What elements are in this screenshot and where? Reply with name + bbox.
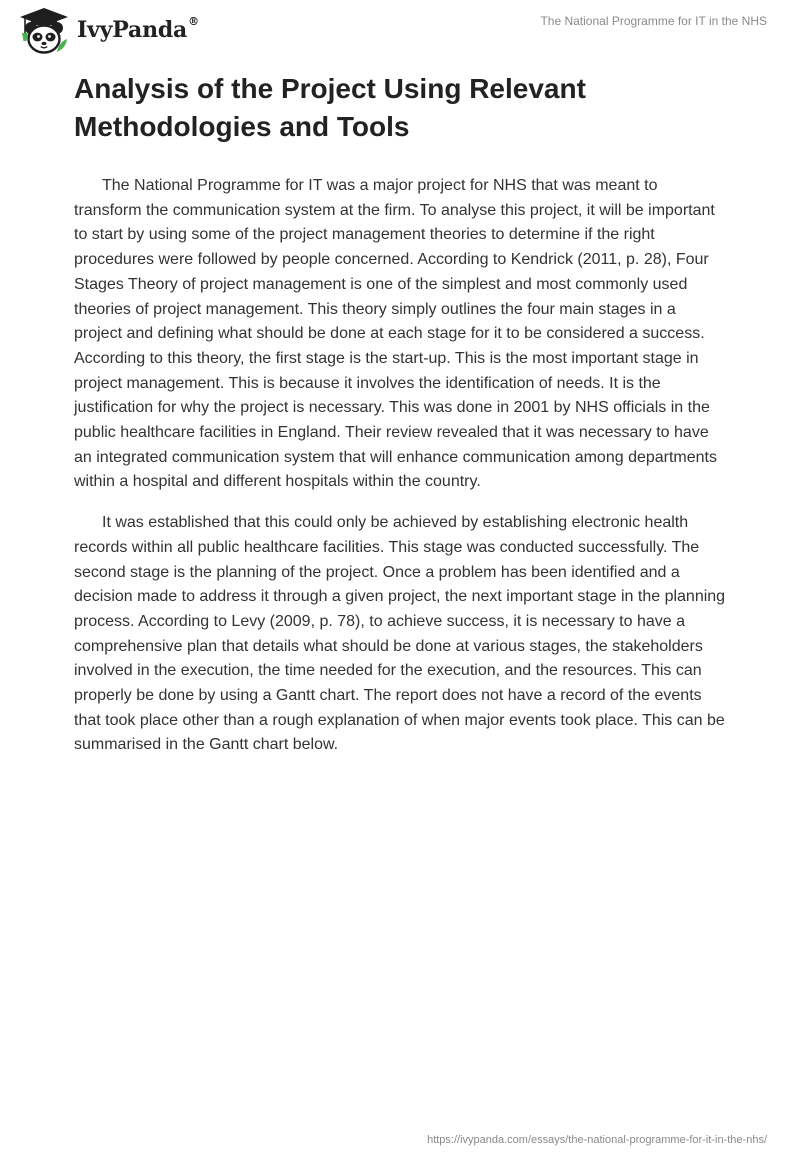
panda-graduate-icon — [14, 6, 70, 56]
ivypanda-logo[interactable] — [14, 6, 204, 56]
article-body — [74, 70, 726, 758]
footer-source-url[interactable]: https://ivypanda.com/essays/the-national-programme-for-it-in-the-nhs/ — [427, 1134, 767, 1146]
section-heading: Analysis of the Project Using Relevant Methodologies and Tools — [74, 73, 586, 142]
page-header — [0, 0, 800, 60]
paragraph-2: It was established that this could only be achieved by establishing electronic health records within all public healthcare facilities. This stage was conducted successfully. The second stage is the planning of the project. Once a problem has been identified and a decision made to address it through a given project, the next important stage in the planning process. According to Levy (2009, p. 78), to achieve success, it is necessary to have a comprehensive plan that details what should be done at various stages, the stakeholders involved in the execution, the time needed for the execution, and the resources. This can properly be done by using a Gantt chart. The report does not have a record of the events that took place other than a rough explanation of when major events took place. This can be summarised in the Gantt chart below. — [74, 514, 726, 754]
paragraph-1: The National Programme for IT was a major project for NHS that was meant to transform the communication system at the firm. To analyse this project, it will be important to start by using some of the project management theories to determine if the right procedures were followed by people concerned. According to Kendrick (2011, p. 28), Four Stages Theory of project management is one of the simplest and most commonly used theories of project management. This theory simply outlines the four main stages in a project and defining what should be done at each stage for it to be considered a success. According to this theory, the first stage is the start-up. This is the most important stage in project management. This is because it involves the identification of needs. It is the justification for why the project is necessary. This was done in 2001 by NHS officials in the public healthcare facilities in England. Their review revealed that it was necessary to have an integrated communication system that will enhance communication among departments within a hospital and different hospitals within the country. — [74, 177, 717, 491]
document-title: The National Programme for IT in the NHS — [540, 14, 767, 28]
registered-mark: ® — [188, 15, 199, 28]
brand-name: IvyPanda® — [77, 15, 199, 43]
